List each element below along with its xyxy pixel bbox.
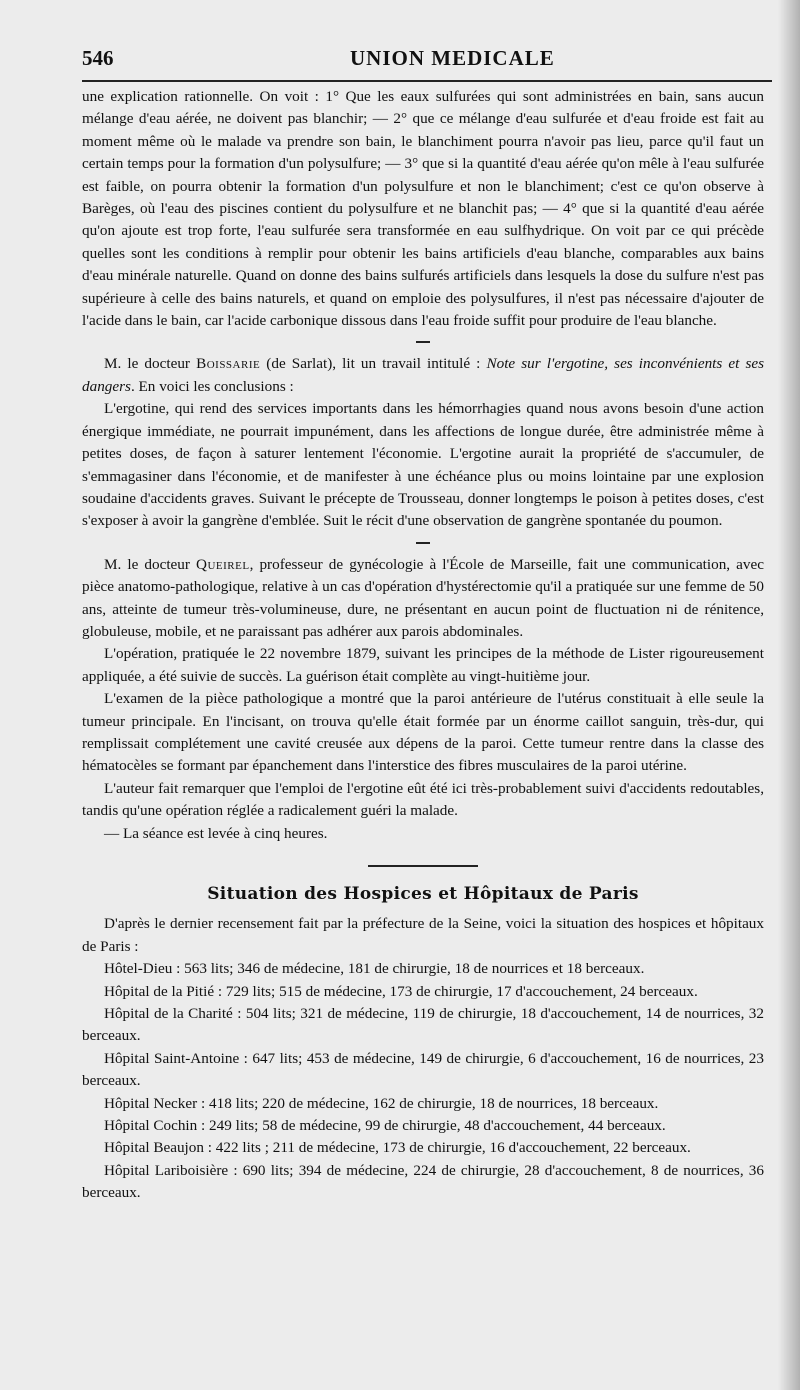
- hospital-entry: Hôpital Necker : 418 lits; 220 de médecine, 162 de chirurgie, 18 de nourrices, 18 berceaux.: [104, 1094, 659, 1112]
- hospital-list: [82, 958, 764, 1204]
- work-title-ergotine: Note sur l'ergotine, ses inconvénients et ses dangers: [82, 355, 765, 395]
- paragraph-queirel: [82, 554, 764, 644]
- author-boissarie: Boissarie: [196, 355, 261, 373]
- author-queirel: Queirel: [196, 555, 250, 573]
- paragraph-session-closed: — La séance est levée à cinq heures.: [104, 824, 328, 842]
- hospital-entry: Hôpital Saint-Antoine : 647 lits; 453 de médecine, 149 de chirurgie, 6 d'accouchement, 16 de nourrices, 23 berceaux.: [82, 1049, 764, 1090]
- section-rule: [368, 865, 478, 867]
- queirel-prefix: M. le docteur: [104, 555, 197, 573]
- hospital-entry: Hôpital Cochin : 249 lits; 58 de médecine, 99 de chirurgie, 48 d'accouchement, 44 berceaux.: [104, 1117, 666, 1135]
- page-number: 546: [82, 46, 114, 70]
- hospital-entry: Hôpital Lariboisière : 690 lits; 394 de médecine, 224 de chirurgie, 28 d'accouchement, 8 de nourrices, 36 berceaux.: [82, 1161, 764, 1202]
- hospital-entry: Hôpital de la Pitié : 729 lits; 515 de médecine, 173 de chirurgie, 17 d'accouchement, 24 berceaux.: [104, 982, 698, 1000]
- article-body: [82, 86, 764, 1205]
- paragraph-operation: L'opération, pratiquée le 22 novembre 1879, suivant les principes de la méthode de Lister rigoureusement appliquée, a été suivie de succès. La guérison était complète au vingt-huitième jour.: [82, 645, 764, 685]
- paragraph-examination: L'examen de la pièce pathologique a montré que la paroi antérieure de l'utérus constituait à elle seule la tumeur principale. En l'incisant, on trouva qu'elle était formée par un énorme caillot sanguin, très-dur, qui remplissait complétement une cavité creusée aux dépens de la paroi. Cette tumeur rentre dans la classe des hématocèles se formant par épanchement dans l'interstice des fibres musculaires de la paroi utérine.: [82, 690, 764, 775]
- paragraph-author-remark: L'auteur fait remarquer que l'emploi de l'ergotine eût été ici très-probablement suivi d'accidents redoutables, tandis qu'une opération réglée a radicalement guéri la malade.: [82, 779, 764, 820]
- boissarie-prefix: M. le docteur: [104, 355, 197, 373]
- boissarie-suffix: . En voici les conclusions :: [130, 377, 294, 395]
- header-rule: [82, 80, 772, 82]
- boissarie-mid: (de Sarlat), lit un travail intitulé :: [260, 355, 487, 373]
- page-edge-shadow: [778, 0, 800, 1390]
- paragraph-ergotine-conclusions: L'ergotine, qui rend des services importants dans les hémorrhagies quand nous avons besoin d'une action énergique immédiate, ne pourrait impunément, dans les affections de longue durée, être administrée même à petites doses, de façon à saturer lentement l'économie. L'ergotine aurait la propriété de s'accumuler, de s'emmagasiner dans l'économie, et de manifester à une échéance plus ou moins lointaine par une explosion soudaine d'accidents graves. Suivant le précepte de Trousseau, donner longtemps le poison à petites doses, c'est s'exposer à avoir la gangrène d'emblée. Suit le récit d'une observation de gangrène spontanée du poumon.: [82, 400, 764, 530]
- hospital-entry: Hôpital Beaujon : 422 lits ; 211 de médecine, 173 de chirurgie, 16 d'accouchement, 22 berceaux.: [104, 1139, 691, 1157]
- separator-dash: [416, 341, 430, 343]
- page-header: [82, 40, 772, 74]
- section-title: Situation des Hospices et Hôpitaux de Paris: [207, 884, 639, 904]
- paragraph-boissarie: [82, 353, 764, 398]
- section-intro: D'après le dernier recensement fait par la préfecture de la Seine, voici la situation des hospices et hôpitaux de Paris :: [82, 915, 764, 955]
- queirel-text: , professeur de gynécologie à l'École de Marseille, fait une communication, avec pièce anatomo-pathologique, relative à un cas d'opération d'hystérectomie qu'il a pratiquée sur une femme de 50 ans, atteinte de tumeur très-volumineuse, dure, ne présentant en aucun point de fluctuation ni de rénitence, globuleuse, mobile, et ne paraissant pas adhérer aux parois abdominales.: [82, 555, 764, 640]
- running-head: UNION MEDICALE: [350, 46, 555, 70]
- hospital-entry: Hôpital de la Charité : 504 lits; 321 de médecine, 119 de chirurgie, 18 d'accouchement, 14 de nourrices, 32 berceaux.: [82, 1005, 764, 1045]
- separator-dash: [416, 542, 430, 544]
- hospital-entry: Hôtel-Dieu : 563 lits; 346 de médecine, 181 de chirurgie, 18 de nourrices et 18 berceaux.: [104, 960, 645, 978]
- paragraph-sulfur-baths: une explication rationnelle. On voit : 1° Que les eaux sulfurées qui sont administrées en bain, sans aucun mélange d'eau aérée, ne doivent pas blanchir; — 2° que ce mélange d'eau sulfurée et d'eau froide est fait au moment même où le malade va prendre son bain, le blanchiment pourra n'avoir pas lieu, parce qu'il faut un certain temps pour la formation d'un polysulfure; — 3° que si la quantité d'eau aérée qu'on mêle à l'eau sulfurée est faible, on pourra obtenir la formation d'un polysulfure et non le blanchiment; c'est ce qu'on observe à Barèges, où l'eau des piscines contient du polysulfure et ne blanchit pas; — 4° que si la quantité d'eau aérée qu'on ajoute est trop forte, l'eau sulfurée sera transformée en eau sulfhydrique. On voit par ce qui précède quelles sont les conditions à remplir pour obtenir les bains artificiels d'eau blanche, comparables aux bains d'eau minérale naturelle. Quand on donne des bains sulfurés artificiels dans lesquels la dose du sulfure n'est pas supérieure à celle des bains naturels, et quand on emploie des polysulfures, il n'est pas nécessaire d'ajouter de l'acide dans le bain, car l'acide carbonique dissous dans l'eau froide suffit pour produire de l'eau blanche.: [82, 88, 764, 330]
